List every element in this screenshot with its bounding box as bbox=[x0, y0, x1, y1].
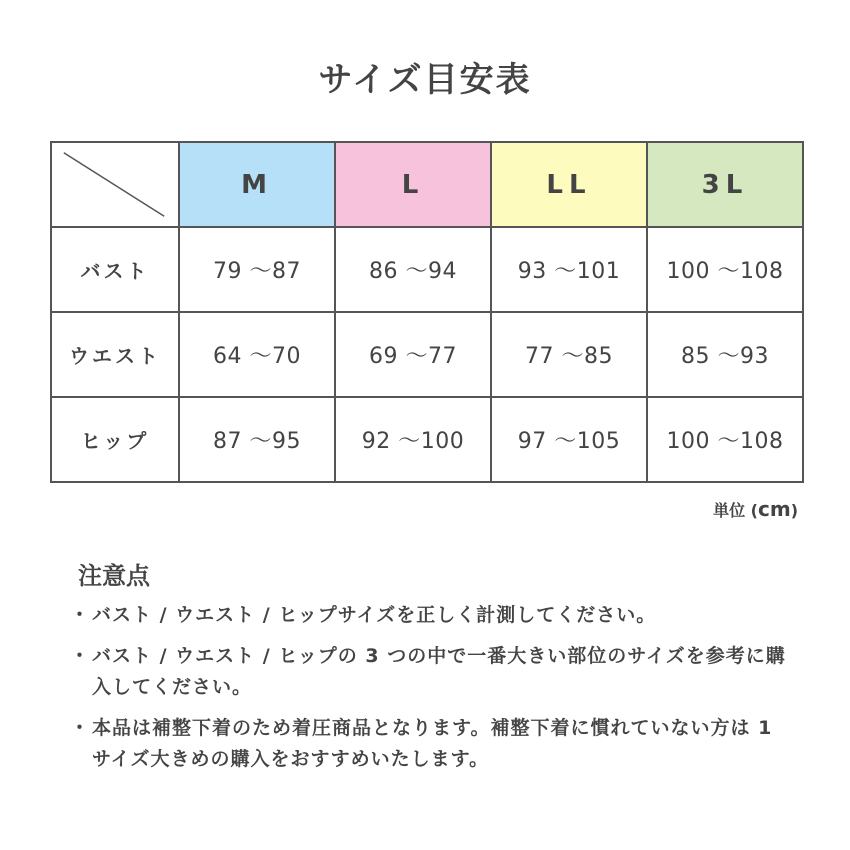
size-header-m: M bbox=[179, 142, 335, 227]
bullet-icon: ・ bbox=[70, 604, 91, 626]
note-item bbox=[70, 641, 790, 703]
table-row-bust bbox=[51, 227, 803, 312]
note-item bbox=[70, 713, 790, 775]
cell-hip-m: 87 ～95 bbox=[179, 397, 335, 482]
unit-note bbox=[713, 497, 798, 521]
table-corner-cell bbox=[51, 142, 179, 227]
page-title: サイズ目安表 bbox=[318, 60, 532, 100]
notes-list bbox=[70, 600, 790, 785]
size-header-3l: 3L bbox=[647, 142, 803, 227]
unit-label: 単位 ( bbox=[713, 501, 758, 520]
note-text: 本品は補整下着のため着圧商品となります。補整下着に慣れていない方は 1 サイズ大きめの購入をおすすめいたします。 bbox=[92, 717, 773, 770]
bullet-icon: ・ bbox=[70, 717, 91, 739]
size-header-ll: LL bbox=[491, 142, 647, 227]
note-text: バスト / ウエスト / ヒップサイズを正しく計測してください。 bbox=[92, 604, 657, 626]
cell-waist-m: 64 ～70 bbox=[179, 312, 335, 397]
cell-waist-ll: 77 ～85 bbox=[491, 312, 647, 397]
note-item bbox=[70, 600, 790, 631]
cell-hip-l: 92 ～100 bbox=[335, 397, 491, 482]
cell-bust-3l: 100 ～108 bbox=[647, 227, 803, 312]
cell-hip-ll: 97 ～105 bbox=[491, 397, 647, 482]
cell-hip-3l: 100 ～108 bbox=[647, 397, 803, 482]
cell-bust-ll: 93 ～101 bbox=[491, 227, 647, 312]
cell-bust-m: 79 ～87 bbox=[179, 227, 335, 312]
row-label-bust: バスト bbox=[51, 227, 179, 312]
table-header-row bbox=[51, 142, 803, 227]
unit-value: cm bbox=[757, 497, 791, 521]
bullet-icon: ・ bbox=[70, 645, 91, 667]
row-label-waist: ウエスト bbox=[51, 312, 179, 397]
note-text: バスト / ウエスト / ヒップの 3 つの中で一番大きい部位のサイズを参考に購入してください。 bbox=[92, 645, 786, 698]
row-label-hip: ヒップ bbox=[51, 397, 179, 482]
size-chart-table bbox=[50, 141, 804, 483]
notes-title: 注意点 bbox=[78, 562, 150, 590]
cell-bust-l: 86 ～94 bbox=[335, 227, 491, 312]
unit-close: ) bbox=[790, 501, 798, 520]
size-header-l: L bbox=[335, 142, 491, 227]
cell-waist-l: 69 ～77 bbox=[335, 312, 491, 397]
diagonal-line-icon bbox=[52, 143, 178, 226]
table-row-waist bbox=[51, 312, 803, 397]
cell-waist-3l: 85 ～93 bbox=[647, 312, 803, 397]
table-row-hip bbox=[51, 397, 803, 482]
